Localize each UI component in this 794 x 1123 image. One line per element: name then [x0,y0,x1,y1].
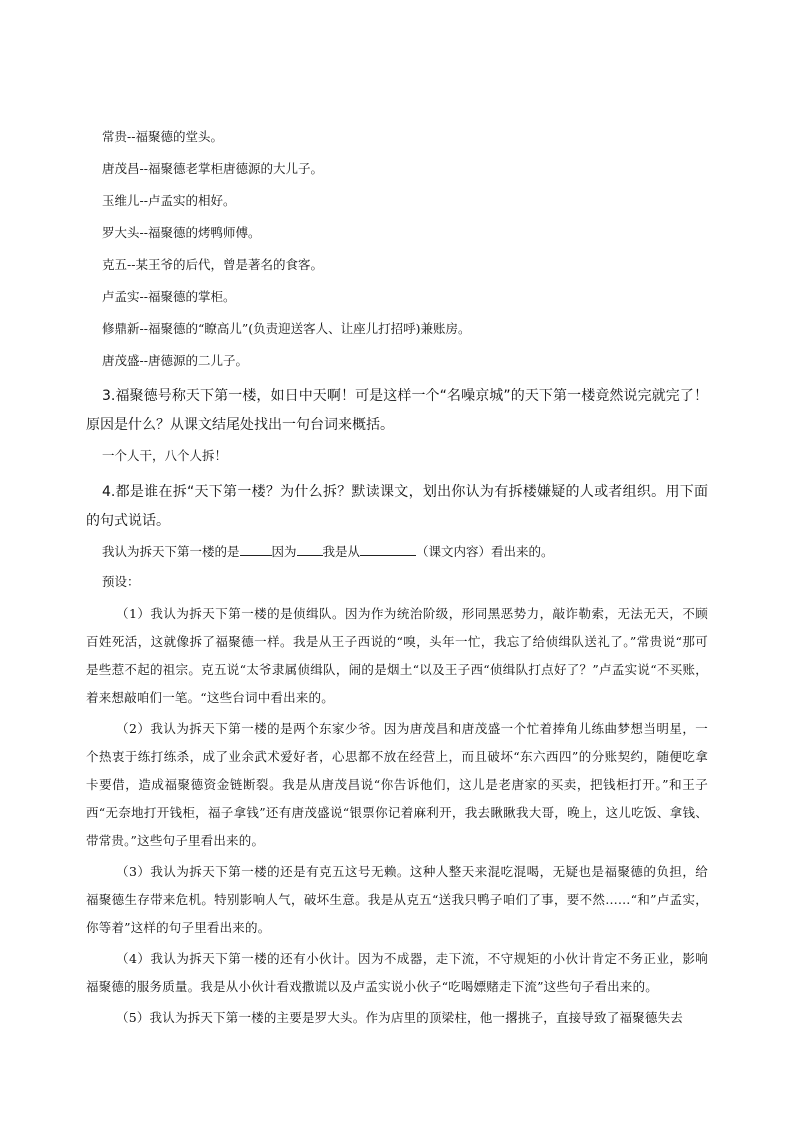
blank-field [297,541,323,556]
character-line: 罗大头--福聚德的烤鸭师傅。 [102,225,261,240]
question-3: 3.福聚德号称天下第一楼，如日中天啊！可是这样一个“名噪京城”的天下第一楼竟然说完就完了！原因是什么？从课文结尾处找出一句台词来概括。 [86,388,708,433]
character-line: 克五--某王爷的后代，曾是著名的食客。 [102,257,323,272]
character-line: 卢孟实--福聚德的掌柜。 [102,289,236,304]
pattern-part-2: 因为 [271,544,297,559]
character-line: 玉维儿--卢孟实的相好。 [102,193,236,208]
blank-field [360,541,416,556]
preset-paragraph-5: （5）我认为拆天下第一楼的主要是罗大头。作为店里的顶梁柱，他一撂挑子，直接导致了福聚德失去 [116,1010,683,1025]
character-line: 唐茂昌--福聚德老掌柜唐德源的大儿子。 [102,161,323,176]
sentence-pattern [102,540,708,564]
question-4: 4.都是谁在拆“天下第一楼？为什么拆？默读课文，划出你认为有拆楼嫌疑的人或者组织。用下面的句式说话。 [86,484,708,529]
character-line: 唐茂盛--唐德源的二儿子。 [102,353,248,368]
answer-3: 一个人干，八个人拆！ [102,448,228,463]
character-list [86,126,708,371]
pattern-part-4: （课文内容）看出来的。 [416,544,554,559]
preset-paragraph-1: （1）我认为拆天下第一楼的是侦缉队。因为作为统治阶级，形同黑恶势力，敲诈勒索，无法无天，不顾百姓死活，这就像拆了福聚德一样。我是从王子西说的“嗅，头年一忙，我忘了给侦缉队送礼了。”常贵说“那可是些惹不起的祖宗。克五说“太爷隶属侦缉队，闹的是烟土“以及王子西“侦缉队打点好了？”卢孟实说“不买账，着来想敲咱们一笔。“这些台词中看出来的。 [86,606,708,705]
preset-label: 预设： [102,574,140,589]
preset-paragraph-4: （4）我认为拆天下第一楼的还有小伙计。因为不成器，走下流，不守规矩的小伙计肯定不务正业，影响福聚德的服务质量。我是从小伙计看戏撒谎以及卢孟实说小伙子“吃喝嫖赌走下流”这些句子看出来的。 [86,951,708,994]
blank-field [240,541,272,556]
preset-paragraph-3: （3）我认为拆天下第一楼的还是有克五这号无赖。这种人整天来混吃混喝，无疑也是福聚德的负担，给福聚德生存带来危机。特别影响人气，破坏生意。我是从克五“送我只鸭子咱们了事，要不然……“和”卢孟实，你等着”这样的句子里看出来的。 [86,864,708,935]
character-line: 修鼎新--福聚德的“瞭高儿”(负责迎送客人、让座儿打招呼)兼账房。 [102,321,471,336]
pattern-part-3: 我是从 [322,544,361,559]
character-line: 常贵--福聚德的堂头。 [102,129,223,144]
preset-paragraph-2: （2）我认为拆天下第一楼的是两个东家少爷。因为唐茂昌和唐茂盛一个忙着捧角儿练曲梦想当明星，一个热衷于练打练杀，成了业余武术爱好者，心思都不放在经营上，而且破坏“东六西四”的分账契约，随便吃拿卡要借，造成福聚德资金链断裂。我是从唐茂昌说“你告诉他们，这儿是老唐家的买卖，把钱柜打开。”和王子西“无奈地打开钱柜，福子拿钱”还有唐茂盛说“银票你记着麻利开，我去瞅瞅我大哥，晚上，这儿吃饭、拿钱、带常贵。”这些句子里看出来的。 [86,721,708,848]
pattern-part-1: 我认为拆天下第一楼的是 [102,544,240,559]
